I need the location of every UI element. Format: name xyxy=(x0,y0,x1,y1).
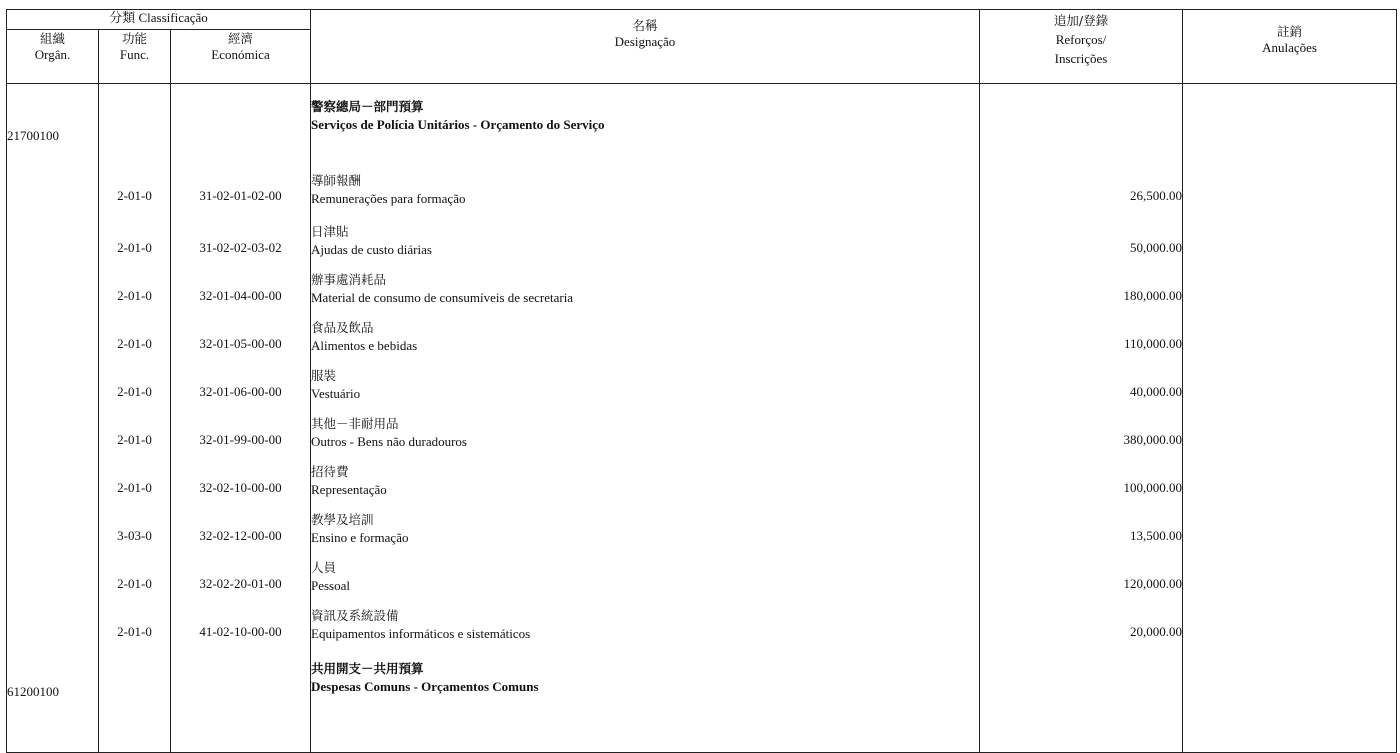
item-name-pt: Representação xyxy=(311,482,387,497)
item-name xyxy=(311,366,980,414)
table-row xyxy=(7,606,1397,654)
func-pt: Func. xyxy=(119,47,150,62)
item-name-zh: 辦事處消耗品 xyxy=(311,272,387,287)
table-row xyxy=(7,318,1397,366)
item-name-zh: 服裝 xyxy=(311,368,337,383)
item-name-zh: 資訊及系統設備 xyxy=(311,608,399,623)
section-row xyxy=(7,654,1397,752)
org-zh: 組織 xyxy=(39,31,65,46)
func-code: 2-01-0 xyxy=(99,166,171,222)
item-name xyxy=(311,318,980,366)
econ-code: 32-01-99-00-00 xyxy=(171,414,311,462)
item-name xyxy=(311,510,980,558)
item-name xyxy=(311,166,980,222)
table-row xyxy=(7,270,1397,318)
item-amount: 40,000.00 xyxy=(980,366,1183,414)
org-header xyxy=(7,30,99,84)
item-name-zh: 其他－非耐用品 xyxy=(311,416,399,431)
reinforcements-pt2: Inscrições xyxy=(1054,51,1108,66)
classification-header xyxy=(7,10,311,30)
item-name xyxy=(311,558,980,606)
reinforcements-zh: 追加/登錄 xyxy=(1053,13,1109,28)
item-name-pt: Ajudas de custo diárias xyxy=(311,242,432,257)
table-row xyxy=(7,462,1397,510)
section-name-pt: Despesas Comuns - Orçamentos Comuns xyxy=(311,679,539,694)
table-row xyxy=(7,510,1397,558)
func-code: 2-01-0 xyxy=(99,462,171,510)
item-name-pt: Equipamentos informáticos e sistemáticos xyxy=(311,626,531,641)
econ-code: 32-01-06-00-00 xyxy=(171,366,311,414)
func-code: 2-01-0 xyxy=(99,366,171,414)
item-amount: 180,000.00 xyxy=(980,270,1183,318)
org-code: 61200100 xyxy=(7,654,99,752)
item-name xyxy=(311,222,980,270)
section-name xyxy=(311,654,980,752)
econ-code: 31-02-02-03-02 xyxy=(171,222,311,270)
econ-code: 32-02-20-01-00 xyxy=(171,558,311,606)
econ-zh: 經濟 xyxy=(227,31,253,46)
designation-header xyxy=(311,10,980,84)
econ-code: 31-02-01-02-00 xyxy=(171,166,311,222)
item-amount: 50,000.00 xyxy=(980,222,1183,270)
func-code: 2-01-0 xyxy=(99,414,171,462)
item-name-pt: Remunerações para formação xyxy=(311,191,466,206)
cancellations-pt: Anulações xyxy=(1262,40,1317,55)
item-name-pt: Alimentos e bebidas xyxy=(311,338,418,353)
econ-pt: Económica xyxy=(211,47,270,62)
item-name-zh: 導師報酬 xyxy=(311,173,362,188)
func-header xyxy=(99,30,171,84)
func-zh: 功能 xyxy=(121,31,147,46)
table-row xyxy=(7,222,1397,270)
table-header xyxy=(7,10,1397,84)
item-name-zh: 教學及培訓 xyxy=(311,512,374,527)
reinforcements-header xyxy=(980,10,1183,84)
item-amount: 26,500.00 xyxy=(980,166,1183,222)
cancellations-header xyxy=(1183,10,1397,84)
item-name xyxy=(311,606,980,654)
item-name-pt: Pessoal xyxy=(311,578,350,593)
func-code: 2-01-0 xyxy=(99,606,171,654)
item-name-zh: 食品及飲品 xyxy=(311,320,374,335)
section-name-pt: Serviços de Polícia Unitários - Orçamento do Serviço xyxy=(311,117,605,132)
item-name xyxy=(311,462,980,510)
func-code: 2-01-0 xyxy=(99,222,171,270)
section-name-zh: 共用開支－共用預算 xyxy=(311,661,424,676)
table-row xyxy=(7,558,1397,606)
item-amount: 100,000.00 xyxy=(980,462,1183,510)
table-body xyxy=(7,84,1397,753)
item-name-zh: 日津貼 xyxy=(311,224,349,239)
filler-row xyxy=(7,752,1397,753)
org-code: 21700100 xyxy=(7,84,99,167)
item-name xyxy=(311,270,980,318)
item-name-pt: Outros - Bens não duradouros xyxy=(311,434,467,449)
table-row xyxy=(7,366,1397,414)
item-name-zh: 招待費 xyxy=(311,464,349,479)
section-row xyxy=(7,84,1397,167)
item-name-pt: Ensino e formação xyxy=(311,530,409,545)
section-name-zh: 警察總局－部門預算 xyxy=(311,99,424,114)
econ-code: 32-02-12-00-00 xyxy=(171,510,311,558)
item-name xyxy=(311,414,980,462)
classification-label: 分類 Classificação xyxy=(109,10,208,25)
func-code: 2-01-0 xyxy=(99,558,171,606)
budget-table xyxy=(6,9,1397,753)
econ-code: 32-02-10-00-00 xyxy=(171,462,311,510)
item-amount: 110,000.00 xyxy=(980,318,1183,366)
econ-code: 41-02-10-00-00 xyxy=(171,606,311,654)
item-name-pt: Material de consumo de consumíveis de secretaria xyxy=(311,290,574,305)
item-amount: 380,000.00 xyxy=(980,414,1183,462)
econ-code: 32-01-04-00-00 xyxy=(171,270,311,318)
designation-zh: 名稱 xyxy=(632,18,658,33)
econ-header xyxy=(171,30,311,84)
reinforcements-pt1: Reforços/ xyxy=(1055,32,1107,47)
table-row xyxy=(7,414,1397,462)
item-amount: 20,000.00 xyxy=(980,606,1183,654)
designation-pt: Designação xyxy=(614,34,676,49)
func-code: 2-01-0 xyxy=(99,270,171,318)
table-row xyxy=(7,166,1397,222)
item-name-zh: 人員 xyxy=(311,560,337,575)
econ-code: 32-01-05-00-00 xyxy=(171,318,311,366)
cancellations-zh: 註銷 xyxy=(1276,24,1302,39)
func-code: 3-03-0 xyxy=(99,510,171,558)
item-amount: 13,500.00 xyxy=(980,510,1183,558)
item-amount: 120,000.00 xyxy=(980,558,1183,606)
item-name-pt: Vestuário xyxy=(311,386,361,401)
section-name xyxy=(311,84,980,167)
org-pt: Orgân. xyxy=(34,47,71,62)
func-code: 2-01-0 xyxy=(99,318,171,366)
